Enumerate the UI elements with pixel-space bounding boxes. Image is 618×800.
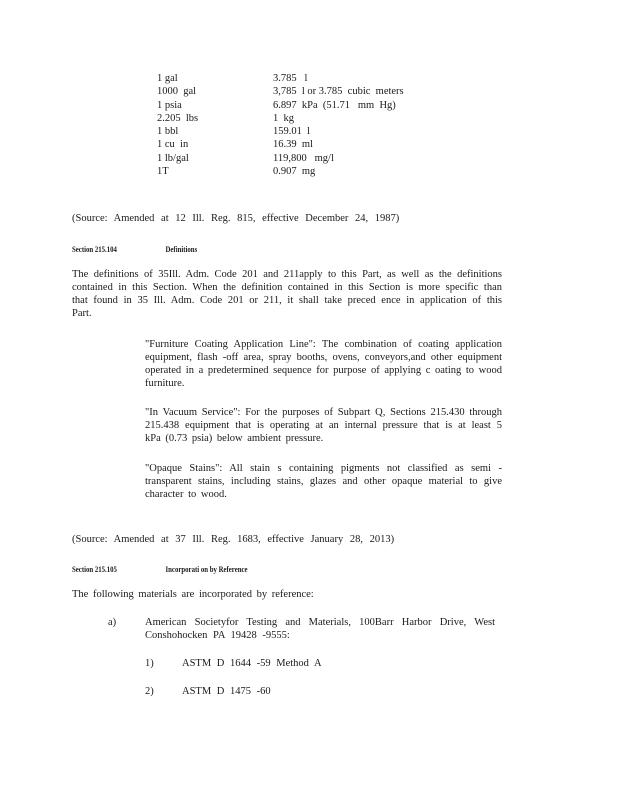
definition-paragraph: "Furniture Coating Application Line": The combination of coating application equipment, flash -off area, spray booths, ovens, conveyors,and other equipment operated in a predetermined sequence for purpose of applying c oating to wood furniture. bbox=[145, 339, 502, 389]
conversion-to: 119,800 mg/l bbox=[273, 152, 334, 164]
section-heading bbox=[72, 243, 197, 256]
source-note: (Source: Amended at 37 Ill. Reg. 1683, effective January 28, 2013) bbox=[72, 534, 395, 545]
conversion-from: 1 psia bbox=[157, 99, 182, 111]
conversion-table bbox=[157, 72, 477, 178]
section-number: Section 215.105 bbox=[72, 565, 117, 574]
conversion-to: 6.897 kPa (51.71 mm Hg) bbox=[273, 99, 396, 111]
conversion-from: 2.205 lbs bbox=[157, 112, 199, 124]
conversion-from: 1000 gal bbox=[157, 86, 197, 98]
sublist-label: 1) bbox=[145, 658, 154, 669]
sublist-item-text: ASTM D 1475 -60 bbox=[182, 686, 271, 697]
conversion-row bbox=[157, 165, 477, 178]
section-title: Definitions bbox=[165, 245, 198, 254]
conversion-row bbox=[157, 138, 477, 151]
sublist-label: 2) bbox=[145, 686, 154, 697]
intro-paragraph: The definitions of 35Ill. Adm. Code 201 and 211apply to this Part, as well as the definitions contained in this Section. When the definition contained in this Section is more specific than that found in 35 Ill. Adm. Code 201 or 211, it shall take preced ence in application of this Part. bbox=[72, 269, 502, 319]
conversion-from: 1 gal bbox=[157, 73, 178, 84]
conversion-row bbox=[157, 125, 477, 138]
conversion-from: 1 bbl bbox=[157, 126, 179, 138]
conversion-to: 16.39 ml bbox=[273, 139, 313, 151]
sublist-item-text: ASTM D 1644 -59 Method A bbox=[182, 658, 322, 669]
conversion-row bbox=[157, 99, 477, 112]
conversion-row bbox=[157, 152, 477, 165]
conversion-to: 3,785 l or 3.785 cubic meters bbox=[273, 86, 404, 98]
source-note: (Source: Amended at 12 Ill. Reg. 815, effective December 24, 1987) bbox=[72, 213, 400, 224]
conversion-from: 1 lb/gal bbox=[157, 152, 189, 164]
list-label: a) bbox=[108, 617, 117, 628]
section-number: Section 215.104 bbox=[72, 245, 117, 254]
section-intro: The following materials are incorporated by reference: bbox=[72, 589, 314, 600]
conversion-from: 1T bbox=[157, 166, 169, 178]
conversion-to: 3.785 l bbox=[273, 73, 308, 84]
conversion-to: 0.907 mg bbox=[273, 166, 316, 178]
section-title: Incorporati on by Reference bbox=[165, 565, 248, 574]
conversion-from: 1 cu in bbox=[157, 139, 189, 151]
definition-paragraph: "Opaque Stains": All stain s containing pigments not classified as semi - transparent stains, including stains, glazes and other opaque material to give character to wood. bbox=[145, 463, 502, 500]
definition-paragraph: "In Vacuum Service": For the purposes of Subpart Q, Sections 215.430 through 215.438 equipment that is operating at an internal pressure that is at least 5 kPa (0.73 psia) below ambient pressure. bbox=[145, 407, 502, 444]
section-heading bbox=[72, 563, 248, 576]
conversion-to: 1 kg bbox=[273, 112, 294, 124]
conversion-row bbox=[157, 85, 477, 98]
conversion-row bbox=[157, 72, 477, 85]
list-item-text: American Societyfor Testing and Materials, 100Barr Harbor Drive, West Conshohocken PA 19428 -9555: bbox=[145, 617, 495, 641]
conversion-row bbox=[157, 112, 477, 125]
conversion-to: 159.01 l bbox=[273, 126, 311, 138]
